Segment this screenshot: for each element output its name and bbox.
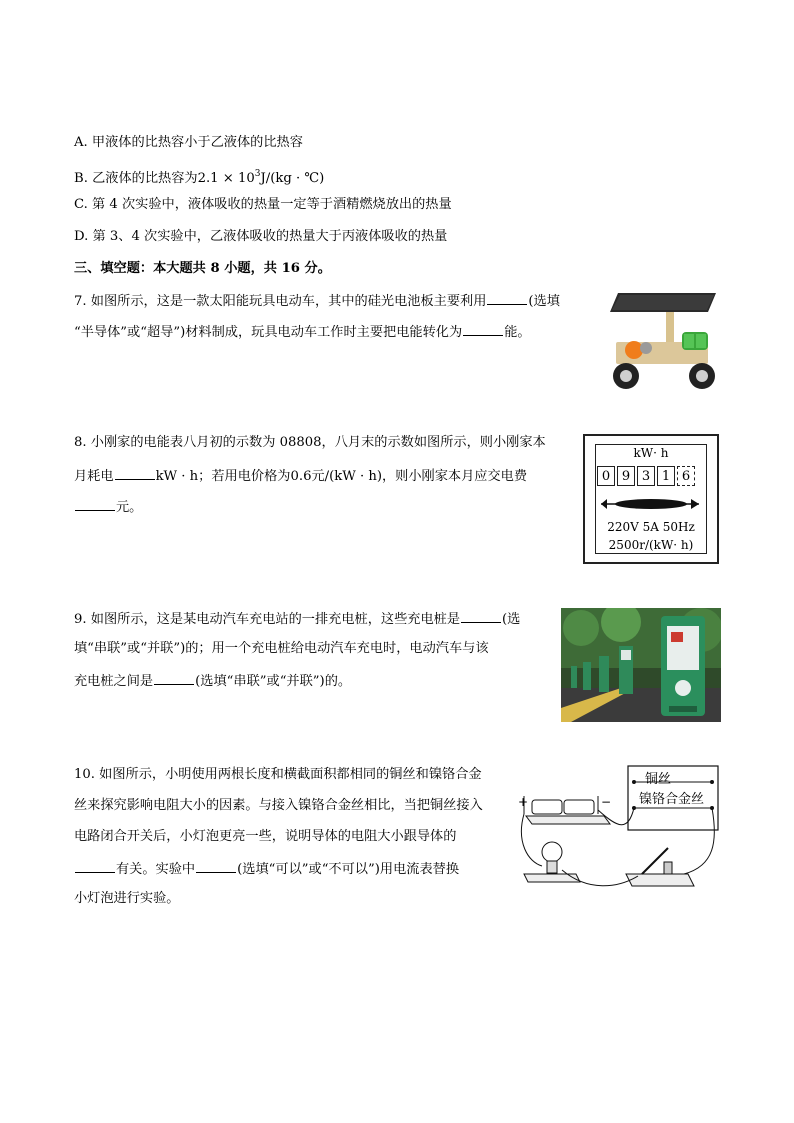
q10-blank2[interactable] <box>196 859 236 873</box>
q7-blank2[interactable] <box>463 322 503 336</box>
q9-text: (选填“串联”或“并联”)的。 <box>195 674 352 689</box>
option-c: C. 第 4 次实验中，液体吸收的热量一定等于酒精燃烧放出的热量 <box>74 197 452 212</box>
q9-blank1[interactable] <box>461 609 501 623</box>
solar-toy-car-image <box>598 290 722 394</box>
q9-text: 充电桩之间是 <box>74 674 154 689</box>
option-b-prefix: B. 乙液体的比热容为 <box>74 171 198 186</box>
q7-line2 <box>74 322 531 342</box>
q7-text: “半导体”或“超导”)材料制成，玩具电动车工作时主要把电能转化为 <box>74 325 463 340</box>
copper-wire-label: 铜丝 <box>645 772 672 787</box>
q10-line1: 10. 如图所示，小明使用两根长度和横截面积都相同的铜丝和镍铬合金 <box>74 767 482 782</box>
q7-blank1[interactable] <box>487 291 527 305</box>
q8-line3 <box>74 497 142 517</box>
q9-text: (选 <box>502 612 521 627</box>
q10-blank1[interactable] <box>75 859 115 873</box>
meter-digit: 9 <box>617 466 635 486</box>
q8-text: 元。 <box>116 500 143 515</box>
q10-text: (选填“可以”或“不可以”)用电流表替换 <box>237 862 460 877</box>
option-d: D. 第 3、4 次实验中，乙液体吸收的热量大于丙液体吸收的热量 <box>74 229 448 244</box>
meter-digits <box>597 466 697 486</box>
svg-text:+: + <box>518 795 529 809</box>
meter-digit: 1 <box>657 466 675 486</box>
meter-spec-revs: 2500r/(kW· h) <box>608 538 694 552</box>
q9-line2: 填“串联”或“并联”)的；用一个充电桩给电动汽车充电时，电动汽车与该 <box>74 641 489 656</box>
q10-line4 <box>74 859 459 879</box>
q8-line1: 8. 小刚家的电能表八月初的示数为 08808，八月末的示数如图所示，则小刚家本 <box>74 435 546 450</box>
meter-digit: 6 <box>677 466 695 486</box>
meter-spec-rating: 220V 5A 50Hz <box>607 520 695 534</box>
meter-digit: 3 <box>637 466 655 486</box>
q10-line5: 小灯泡进行实验。 <box>74 891 180 906</box>
option-b-exponent: 3 <box>254 169 261 179</box>
q7-line1 <box>74 291 560 311</box>
q7-text: 7. 如图所示，这是一款太阳能玩具电动车，其中的硅光电池板主要利用 <box>74 294 487 309</box>
charging-station-photo <box>561 608 721 722</box>
option-a: A. 甲液体的比热容小于乙液体的比热容 <box>74 135 303 150</box>
q8-blank2[interactable] <box>75 497 115 511</box>
section-heading: 三、填空题：本大题共 8 小题，共 16 分。 <box>74 261 331 276</box>
q9-blank2[interactable] <box>154 671 194 685</box>
q7-text: 能。 <box>504 325 531 340</box>
q10-line2: 丝来探究影响电阻大小的因素。与接入镍铬合金丝相比，当把铜丝接入 <box>74 798 483 813</box>
nichrome-wire-label: 镍铬合金丝 <box>639 792 705 807</box>
q9-text: 9. 如图所示，这是某电动汽车充电站的一排充电桩，这些充电桩是 <box>74 612 461 627</box>
meter-digit: 0 <box>597 466 615 486</box>
circuit-diagram <box>518 762 724 894</box>
option-b <box>74 165 324 188</box>
meter-disc-arrow-icon <box>599 496 703 512</box>
electric-meter-figure <box>583 434 719 564</box>
q10-text: 有关。实验中 <box>116 862 196 877</box>
meter-unit: kW· h <box>633 446 669 460</box>
q8-text: kW · h；若用电价格为0.6元/(kW · h)，则小刚家本月应交电费 <box>155 469 528 484</box>
q8-blank1[interactable] <box>115 466 155 480</box>
q8-text: 月耗电 <box>74 469 114 484</box>
q9-line1 <box>74 609 520 629</box>
q7-text: (选填 <box>528 294 560 309</box>
option-b-unit: J/(kg · ℃) <box>260 171 325 186</box>
q10-line3: 电路闭合开关后，小灯泡更亮一些，说明导体的电阻大小跟导体的 <box>74 829 457 844</box>
q8-line2 <box>74 466 527 486</box>
q9-line3 <box>74 671 351 691</box>
svg-text:−: − <box>601 795 612 809</box>
option-b-value: 2.1 × 10 <box>197 171 255 186</box>
